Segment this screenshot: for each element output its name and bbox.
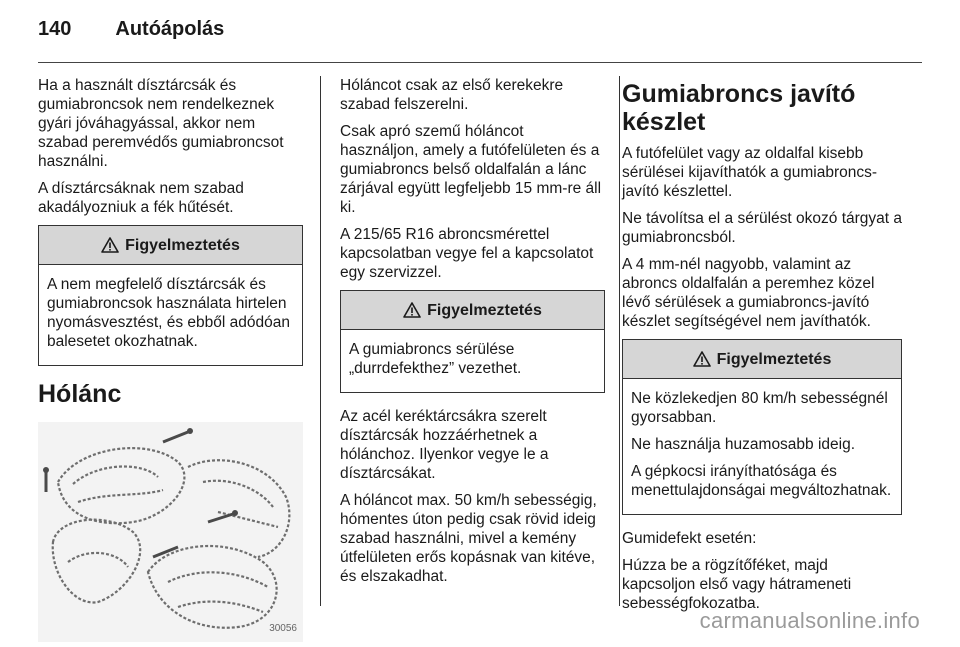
warning-title: Figyelmeztetés	[716, 350, 832, 368]
warning-text: A gumiabroncs sérülése „durrdefekthez” vezethet.	[349, 341, 522, 377]
watermark: carmanualsonline.info	[699, 608, 920, 633]
paragraph: A 4 mm-nél nagyobb, valamint az abroncs oldalfalán a peremhez közel lévő sérülések a gumiabroncs-javító készlet segítségével nem javíthatók.	[622, 256, 875, 330]
paragraph: A dísztárcsáknak nem szabad akadályozniuk a fék hűtését.	[38, 180, 244, 216]
warning-box	[340, 290, 605, 393]
warning-text: Ne használja huzamosabb ideig.	[631, 436, 856, 453]
snow-chain-figure	[38, 422, 303, 642]
paragraph: Hóláncot csak az első kerekekre szabad felszerelni.	[340, 77, 564, 113]
header-rule	[38, 62, 922, 63]
page-title: Autóápolás	[115, 18, 225, 40]
snow-chain-illustration	[38, 422, 303, 642]
warning-triangle-icon	[101, 237, 119, 253]
paragraph: A hóláncot max. 50 km/h sebességig, hómentes úton pedig csak rövid ideig szabad használni, mivel a kemény útfelületen erős kopásnak van kitéve, és elszakadhat.	[340, 492, 597, 585]
warning-title: Figyelmeztetés	[427, 301, 542, 319]
column-2	[340, 76, 605, 594]
paragraph: Ne távolítsa el a sérülést okozó tárgyat a gumiabroncsból.	[622, 210, 903, 246]
paragraph: Csak apró szemű hóláncot használjon, amely a futófelületen és a gumiabroncs belső oldalfalán a lánc zárjával együtt legfeljebb 15 mm-re áll ki.	[340, 123, 602, 216]
page-number: 140	[38, 18, 72, 40]
paragraph: A 215/65 R16 abroncsmérettel kapcsolatban vegye fel a kapcsolatot egy szervizzel.	[340, 226, 594, 281]
section-heading: Hólánc	[38, 380, 122, 408]
warning-text: A gépkocsi irányíthatósága és menettulajdonságai megváltozhatnak.	[631, 463, 892, 499]
page-header	[38, 18, 224, 41]
column-1	[38, 76, 303, 642]
section-heading: Gumiabroncs javító készlet	[622, 80, 856, 136]
paragraph: Húzza be a rögzítőféket, majd kapcsoljon első vagy hátrameneti sebességfokozatba.	[622, 557, 852, 612]
paragraph: Ha a használt dísztárcsák és gumiabroncsok nem rendelkeznek gyári jóváhagyással, akkor nem szabad peremvédős gumiabroncsot használni.	[38, 77, 284, 170]
warning-header	[341, 291, 604, 330]
paragraph: Az acél keréktárcsákra szerelt dísztárcsák hozzáérhetnek a hólánchoz. Ilyenkor vegye le a dísztárcsákat.	[340, 408, 549, 482]
column-3	[622, 76, 902, 621]
figure-number: 30056	[269, 623, 297, 634]
warning-text: Ne közlekedjen 80 km/h sebességnél gyorsabban.	[631, 390, 888, 426]
paragraph: Gumidefekt esetén:	[622, 530, 757, 547]
warning-triangle-icon	[693, 351, 711, 367]
warning-header	[39, 226, 302, 265]
warning-box	[38, 225, 303, 366]
warning-text: A nem megfelelő dísztárcsák és gumiabroncsok használata hirtelen nyomásvesztést, és ebből adódóan balesetet okozhatnak.	[47, 276, 290, 350]
column-divider	[320, 76, 321, 606]
warning-header	[623, 340, 901, 379]
warning-box	[622, 339, 902, 515]
column-divider	[619, 76, 620, 606]
paragraph: A futófelület vagy az oldalfal kisebb sérülései kijavíthatók a gumiabroncs-javító készlettel.	[622, 145, 878, 200]
warning-triangle-icon	[403, 302, 421, 318]
warning-title: Figyelmeztetés	[125, 236, 240, 254]
